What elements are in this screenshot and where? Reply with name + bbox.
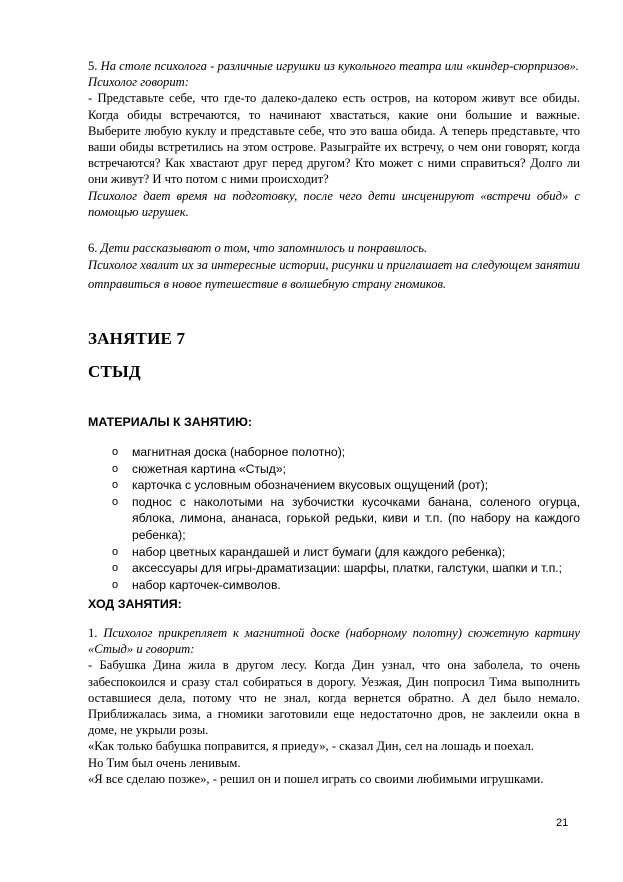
materials-heading: МАТЕРИАЛЫ К ЗАНЯТИЮ: bbox=[88, 415, 252, 429]
course-step-1 bbox=[88, 625, 580, 787]
section-6-line1 bbox=[88, 240, 580, 256]
list-item: o поднос с наколотыми на зубочистки кусочками банана, соленого огурца, яблока, лимона, ананаса, горькой редьки, киви и т.п. (по набору на каждого ребенка); bbox=[112, 494, 580, 542]
section-5 bbox=[88, 58, 580, 220]
step-1-intro bbox=[88, 625, 580, 657]
list-item: o аксессуары для игры-драматизации: шарфы, платки, галстуки, шапки и т.п.; bbox=[112, 561, 563, 576]
course-heading: ХОД ЗАНЯТИЯ: bbox=[88, 597, 182, 611]
list-item: o сюжетная картина «Стыд»; bbox=[112, 461, 287, 476]
lesson-topic: СТЫД bbox=[88, 362, 141, 381]
bullet-circle-icon: o bbox=[112, 446, 119, 458]
bullet-circle-icon: o bbox=[112, 495, 119, 508]
bullet-circle-icon: o bbox=[112, 545, 119, 558]
bullet-circle-icon: o bbox=[112, 462, 119, 475]
list-item: o набор цветных карандашей и лист бумаги (для каждого ребенка); bbox=[112, 544, 506, 559]
list-item: o набор карточек-символов. bbox=[112, 577, 281, 592]
section-6 bbox=[88, 240, 580, 293]
section-5-speech: - Представьте себе, что где-то далеко-далеко есть остров, на котором живут все обиды. Когда обиды встречаются, то начинают хвастаться, какие они большие и важные. Выберите любую куклу и представьте себе, что это ваша обида. А теперь представьте, что ваши обиды встретились на этом острове. Разыграйте их встречу, о чем они говорят, когда встречаются? Как хвастают друг перед другом? Кто может с ними справиться? Долго ли они живут? И что потом с ними происходит? bbox=[88, 91, 580, 187]
story-paragraph: Но Тим был очень ленивым. bbox=[88, 755, 241, 770]
list-item: o магнитная доска (наборное полотно); bbox=[112, 445, 346, 459]
story-paragraph: «Как только бабушка поправится, я приеду», - сказал Дин, сел на лошадь и поехал. bbox=[88, 739, 534, 754]
lesson-heading: ЗАНЯТИЕ 7 bbox=[88, 329, 186, 348]
section-6-line1-text: Дети рассказывают о том, что запомнилось и понравилось. bbox=[100, 241, 428, 255]
story-paragraph: - Бабушка Дина жила в другом лесу. Когда Дин узнал, что она заболела, то очень забеспокоился и сразу стал собираться в дорогу. Уезжая, Дин попросил Тима выполнить оставшиеся дела, потому что не знал, когда вернется обратно. А дел было немало. Приближалась зима, а гномики заготовили еще недостаточно дров, не заклеили окна в доме, не укрыли розы. bbox=[88, 658, 580, 738]
section-6-line2: Психолог хвалит их за интересные истории, рисунки и приглашает на следующем занятии отправиться в новое путешествие в волшебную страну гномиков. bbox=[88, 258, 580, 291]
story-paragraph: «Я все сделаю позже», - решил он и пошел играть со своими любимыми игрушками. bbox=[88, 771, 544, 786]
section-5-outro: Психолог дает время на подготовку, после чего дети инсценируют «встречи обид» с помощью игрушек. bbox=[88, 188, 580, 219]
section-5-intro-text: На столе психолога - различные игрушки из кукольного театра или «киндер-сюрпризов». bbox=[100, 59, 579, 73]
step-1-intro-text: Психолог прикрепляет к магнитной доске (наборному полотну) сюжетную картину «Стыд» и говорит: bbox=[88, 626, 580, 657]
bullet-circle-icon: o bbox=[112, 578, 119, 591]
section-5-number: 5. bbox=[88, 59, 98, 73]
page-number: 21 bbox=[556, 817, 569, 829]
section-5-intro bbox=[88, 58, 580, 74]
psychologist-says-label: Психолог говорит: bbox=[88, 75, 189, 90]
list-item: o карточка с условным обозначением вкусовых ощущений (рот); bbox=[112, 478, 489, 493]
section-6-number: 6. bbox=[88, 241, 98, 255]
materials-list bbox=[112, 444, 580, 593]
bullet-circle-icon: o bbox=[112, 562, 119, 575]
bullet-circle-icon: o bbox=[112, 479, 119, 492]
step-1-number: 1. bbox=[88, 626, 98, 640]
